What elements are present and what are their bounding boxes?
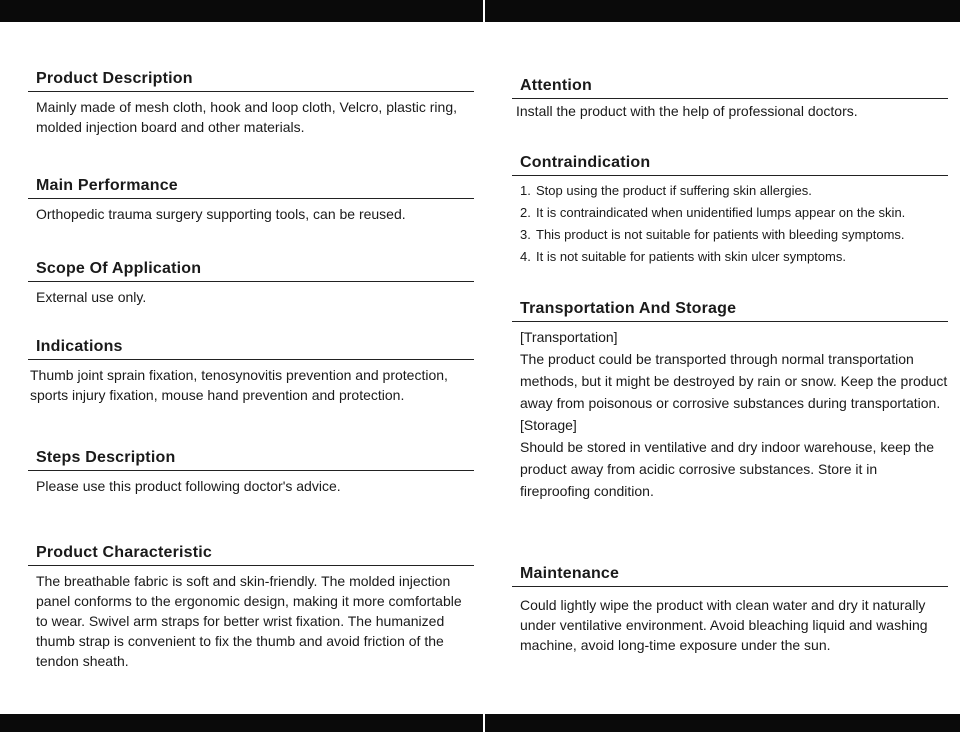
section-heading: Indications [28,338,474,360]
list-item: 3. This product is not suitable for patients with bleeding symptoms. [520,227,905,242]
section-heading: Transportation And Storage [512,300,948,322]
section-heading: Contraindication [512,154,948,176]
product-characteristic-section [28,544,474,671]
list-item: 1. Stop using the product if suffering skin allergies. [520,183,812,198]
main-performance-section [28,177,474,224]
product-description-section [28,70,474,137]
steps-description-section [28,449,474,496]
list-item: 4. It is not suitable for patients with skin ulcer symptoms. [520,249,846,264]
attention-section [512,77,948,121]
bottom-center-fold [483,714,485,732]
section-text: Please use this product following doctor's advice. [36,478,341,494]
section-heading: Steps Description [28,449,474,471]
section-heading: Product Characteristic [28,544,474,566]
indications-section [28,338,474,405]
bottom-border-bar [0,714,960,732]
section-heading: Maintenance [512,565,948,587]
section-text: Could lightly wipe the product with clean water and dry it naturally under ventilative environment. Avoid bleaching liquid and washing machine, avoid long-time exposure under the sun. [520,597,928,653]
section-text: Mainly made of mesh cloth, hook and loop cloth, Velcro, plastic ring, molded injection board and other materials. [36,99,457,135]
section-text: The breathable fabric is soft and skin-friendly. The molded injection panel conforms to the ergonomic design, making it more comfortable to wear. Swivel arm straps for better wrist fixation. The humanized thumb strap is convenient to fix the thumb and avoid friction of the tendon sheath. [36,573,462,669]
contraindication-list [520,180,948,268]
transportation-text: The product could be transported through normal transportation methods, but it might be destroyed by rain or snow. Keep the product away from poisonous or corrosive substances during transportation. [520,351,948,411]
top-center-fold [483,0,485,22]
section-text: Thumb joint sprain fixation, tenosynovitis prevention and protection, sports injury fixation, mouse hand prevention and protection. [30,367,448,403]
section-heading: Attention [512,77,948,99]
top-border-bar [0,0,960,22]
section-text: Orthopedic trauma surgery supporting tools, can be reused. [36,206,406,222]
section-heading: Scope Of Application [28,260,474,282]
section-text: External use only. [36,289,147,305]
maintenance-section [512,565,948,655]
section-heading: Main Performance [28,177,474,199]
list-item: 2. It is contraindicated when unidentified lumps appear on the skin. [520,205,906,220]
storage-text: Should be stored in ventilative and dry indoor warehouse, keep the product away from acidic corrosive substances. Store it in fireproofing condition. [520,439,935,499]
section-heading: Product Description [28,70,474,92]
storage-label: [Storage] [520,417,577,433]
transportation-and-storage-section [512,300,948,502]
contraindication-section [512,154,948,268]
section-text: Install the product with the help of professional doctors. [516,103,858,119]
transportation-label: [Transportation] [520,329,618,345]
scope-of-application-section [28,260,474,307]
